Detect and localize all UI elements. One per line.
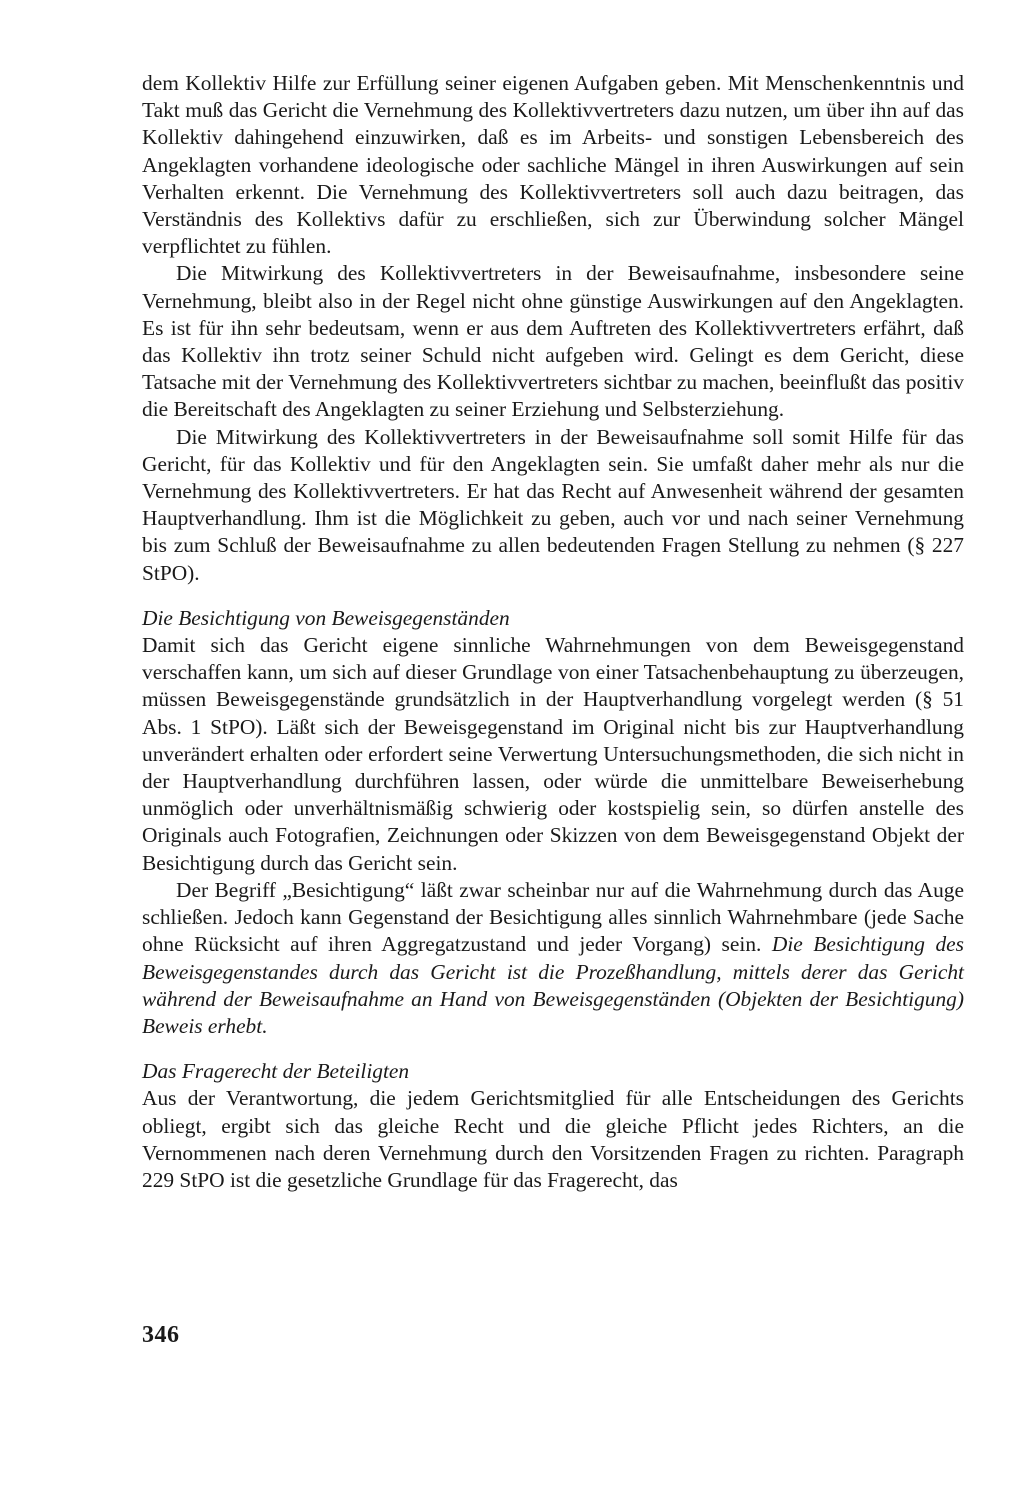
paragraph-2: Die Mitwirkung des Kollektivvertreters in der Beweisaufnahme, insbesondere seine Vernehmung, bleibt also in der Regel nicht ohne günstige Auswirkungen auf den Angeklagten. Es ist für ihn sehr bedeutsam, wenn er aus dem Auftreten des Kollektivvertreters erfährt, daß das Kollektiv ihn trotz seiner Schuld nicht aufgeben wird. Gelingt es dem Gericht, diese Tatsache mit der Vernehmung des Kollektivvertreters sichtbar zu machen, beeinflußt das positiv die Bereitschaft des Angeklagten zu seiner Erziehung und Selbsterziehung.	[142, 261, 964, 422]
paragraph-4: Damit sich das Gericht eigene sinnliche Wahrnehmungen von dem Beweisgegenstand verschaffen kann, um sich auf dieser Grundlage von einer Tatsachenbehauptung zu überzeugen, müssen Beweisgegenstände grundsätzlich in der Hauptverhandlung vorgelegt werden (§ 51 Abs. 1 StPO). Läßt sich der Beweisgegenstand im Original nicht bis zur Hauptverhandlung unverändert erhalten oder erfordert seine Verwertung Untersuchungsmethoden, die sich nicht in der Hauptverhandlung durchführen lassen, oder würde die unmittelbare Beweiserhebung unmöglich oder unverhältnismäßig schwierig oder kostspielig sein, so dürfen anstelle des Originals auch Fotografien, Zeichnungen oder Skizzen von dem Beweisgegenstand Objekt der Besichtigung durch das Gericht sein.	[142, 633, 964, 875]
paragraph-3: Die Mitwirkung des Kollektivvertreters in der Beweisaufnahme soll somit Hilfe für das Gericht, für das Kollektiv und für den Angeklagten sein. Sie umfaßt daher mehr als nur die Vernehmung des Kollektivvertreters. Er hat das Recht auf Anwesenheit während der gesamten Hauptverhandlung. Ihm ist die Möglichkeit zu geben, auch vor und nach seiner Vernehmung bis zum Schluß der Beweisaufnahme zu allen bedeutenden Fragen Stellung zu nehmen (§ 227 StPO).	[142, 424, 964, 585]
section-heading-fragerecht: Das Fragerecht der Beteiligten	[142, 1059, 410, 1084]
section-heading-besichtigung: Die Besichtigung von Beweisgegenständen	[142, 605, 510, 630]
paragraph-6: Aus der Verantwortung, die jedem Gerichtsmitglied für alle Entscheidungen des Gerichts obliegt, ergibt sich das gleiche Recht und die gleiche Pflicht jedes Richters, an die Vernommenen nach deren Vernehmung durch den Vorsitzenden Fragen zu richten. Paragraph 229 StPO ist die gesetzliche Grundlage für das Fragerecht, das	[142, 1086, 964, 1192]
page-body	[142, 70, 964, 1194]
section-gap	[142, 587, 964, 605]
paragraph-5	[142, 877, 964, 1040]
paragraph-5-text: Der Begriff „Besichtigung“ läßt zwar scheinbar nur auf die Wahrnehmung durch das Auge schließen. Jedoch kann Gegenstand der Besichtigung alles sinnlich Wahrnehmbare (jede Sache ohne Rücksicht auf ihren Aggregatzustand und jeder Vorgang) sein.	[142, 877, 964, 957]
section-gap	[142, 1040, 964, 1058]
paragraph-5-italic-definition: Die Besichtigung des Beweisgegenstandes durch das Gericht ist die Prozeßhandlung, mittels derer das Gericht während der Beweisaufnahme an Hand von Beweisgegenständen (Objekten der Besichtigung) Beweis erhebt.	[142, 932, 964, 1038]
paragraph-1: dem Kollektiv Hilfe zur Erfüllung seiner eigenen Aufgaben geben. Mit Menschenkenntnis und Takt muß das Gericht die Vernehmung des Kollektivvertreters dazu nutzen, um über ihn auf das Kollektiv dahingehend einzuwirken, daß es im Arbeits- und sonstigen Lebensbereich des Angeklagten vorhandene ideologische oder sachliche Mängel in ihren Auswirkungen auf sein Verhalten erkennt. Die Vernehmung des Kollektivvertreters soll auch dazu beitragen, das Verständnis des Kollektivs dafür zu erschließen, sich zur Überwindung solcher Mängel verpflichtet zu fühlen.	[142, 71, 964, 259]
page-number: 346	[142, 1322, 180, 1348]
